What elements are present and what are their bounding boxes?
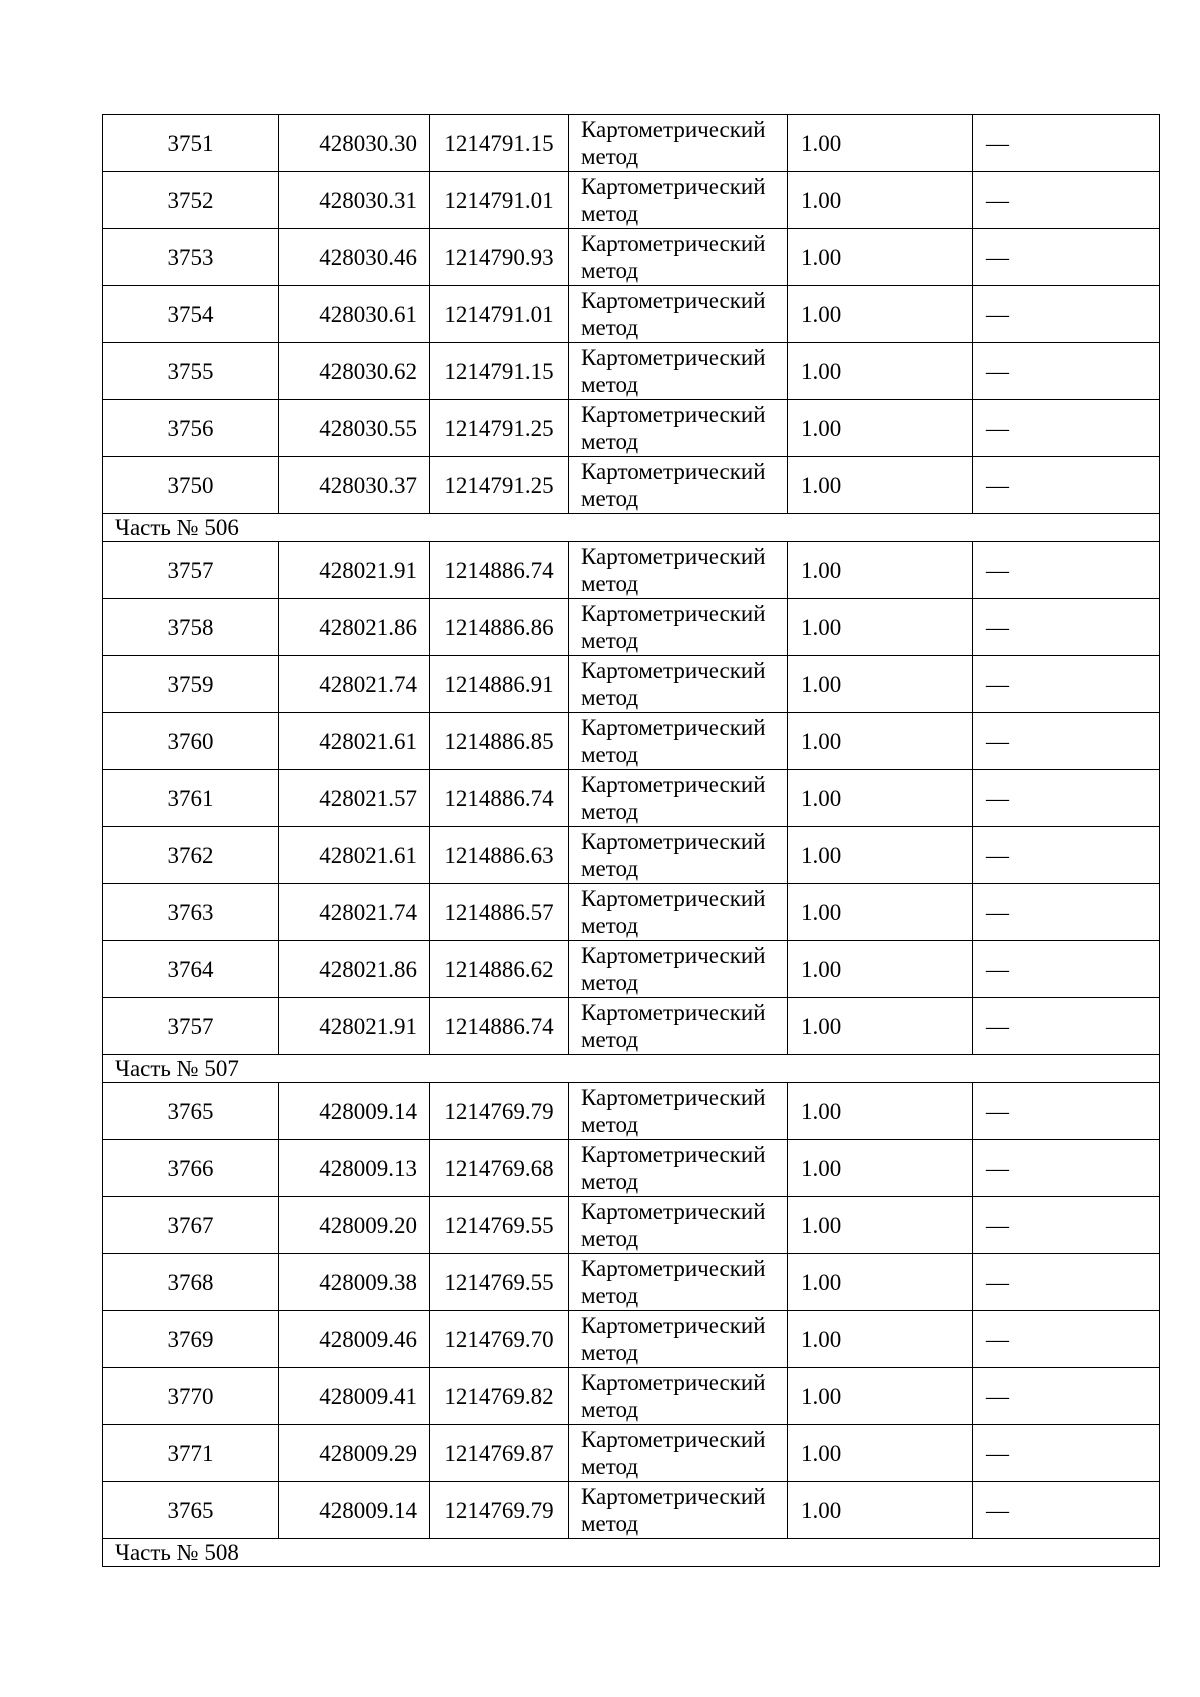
description-cell: — — [973, 713, 1160, 770]
y-coordinate-cell: 1214886.74 — [430, 542, 569, 599]
accuracy-cell: 1.00 — [788, 1482, 973, 1539]
accuracy-cell: 1.00 — [788, 770, 973, 827]
method-label-line1: Картометрический — [581, 601, 766, 626]
accuracy-cell: 1.00 — [788, 884, 973, 941]
method-label-line2: метод — [581, 685, 639, 710]
point-number-cell: 3770 — [103, 1368, 279, 1425]
part-header-label: Часть № 508 — [103, 1539, 1160, 1567]
accuracy-cell: 1.00 — [788, 713, 973, 770]
method-label-line2: метод — [581, 970, 639, 995]
description-cell: — — [973, 770, 1160, 827]
method-cell — [569, 457, 788, 514]
x-coordinate-cell: 428030.55 — [279, 400, 430, 457]
x-coordinate-cell: 428021.86 — [279, 941, 430, 998]
method-cell — [569, 286, 788, 343]
table-row — [103, 827, 1160, 884]
method-label-line2: метод — [581, 201, 639, 226]
accuracy-cell: 1.00 — [788, 343, 973, 400]
description-cell: — — [973, 1140, 1160, 1197]
y-coordinate-cell: 1214769.68 — [430, 1140, 569, 1197]
method-label-line2: метод — [581, 1112, 639, 1137]
point-number-cell: 3754 — [103, 286, 279, 343]
method-label-line2: метод — [581, 571, 639, 596]
y-coordinate-cell: 1214769.55 — [430, 1197, 569, 1254]
accuracy-cell: 1.00 — [788, 1140, 973, 1197]
accuracy-cell: 1.00 — [788, 400, 973, 457]
x-coordinate-cell: 428021.61 — [279, 827, 430, 884]
point-number-cell: 3759 — [103, 656, 279, 713]
method-label-line2: метод — [581, 1454, 639, 1479]
x-coordinate-cell: 428009.46 — [279, 1311, 430, 1368]
accuracy-cell: 1.00 — [788, 1368, 973, 1425]
point-number-cell: 3767 — [103, 1197, 279, 1254]
method-label-line1: Картометрический — [581, 1370, 766, 1395]
point-number-cell: 3761 — [103, 770, 279, 827]
point-number-cell: 3751 — [103, 115, 279, 172]
method-label-line1: Картометрический — [581, 1256, 766, 1281]
description-cell: — — [973, 1368, 1160, 1425]
method-label-line1: Картометрический — [581, 715, 766, 740]
y-coordinate-cell: 1214886.86 — [430, 599, 569, 656]
x-coordinate-cell: 428009.13 — [279, 1140, 430, 1197]
method-cell — [569, 599, 788, 656]
accuracy-cell: 1.00 — [788, 457, 973, 514]
description-cell: — — [973, 400, 1160, 457]
method-label-line2: метод — [581, 372, 639, 397]
y-coordinate-cell: 1214769.82 — [430, 1368, 569, 1425]
method-label-line2: метод — [581, 1169, 639, 1194]
x-coordinate-cell: 428009.29 — [279, 1425, 430, 1482]
part-header-row — [103, 1055, 1160, 1083]
method-label-line2: метод — [581, 486, 639, 511]
y-coordinate-cell: 1214790.93 — [430, 229, 569, 286]
table-row — [103, 343, 1160, 400]
y-coordinate-cell: 1214791.01 — [430, 172, 569, 229]
method-label-line1: Картометрический — [581, 1199, 766, 1224]
y-coordinate-cell: 1214769.70 — [430, 1311, 569, 1368]
table-row — [103, 1311, 1160, 1368]
x-coordinate-cell: 428021.74 — [279, 656, 430, 713]
description-cell: — — [973, 941, 1160, 998]
x-coordinate-cell: 428021.86 — [279, 599, 430, 656]
point-number-cell: 3760 — [103, 713, 279, 770]
table-row — [103, 286, 1160, 343]
point-number-cell: 3757 — [103, 542, 279, 599]
table-row — [103, 770, 1160, 827]
method-label-line2: метод — [581, 628, 639, 653]
method-cell — [569, 713, 788, 770]
method-label-line2: метод — [581, 1397, 639, 1422]
point-number-cell: 3756 — [103, 400, 279, 457]
accuracy-cell: 1.00 — [788, 229, 973, 286]
table-row — [103, 1254, 1160, 1311]
method-cell — [569, 343, 788, 400]
x-coordinate-cell: 428021.61 — [279, 713, 430, 770]
table-row — [103, 457, 1160, 514]
table-row — [103, 400, 1160, 457]
method-label-line1: Картометрический — [581, 772, 766, 797]
method-cell — [569, 1311, 788, 1368]
x-coordinate-cell: 428030.37 — [279, 457, 430, 514]
accuracy-cell: 1.00 — [788, 172, 973, 229]
method-label-line2: метод — [581, 144, 639, 169]
y-coordinate-cell: 1214791.15 — [430, 115, 569, 172]
description-cell: — — [973, 884, 1160, 941]
y-coordinate-cell: 1214791.25 — [430, 400, 569, 457]
method-label-line2: метод — [581, 1511, 639, 1536]
table-row — [103, 1482, 1160, 1539]
table-row — [103, 172, 1160, 229]
description-cell: — — [973, 115, 1160, 172]
method-label-line1: Картометрический — [581, 174, 766, 199]
method-cell — [569, 542, 788, 599]
table-row — [103, 115, 1160, 172]
description-cell: — — [973, 599, 1160, 656]
description-cell: — — [973, 1083, 1160, 1140]
x-coordinate-cell: 428021.91 — [279, 998, 430, 1055]
description-cell: — — [973, 229, 1160, 286]
y-coordinate-cell: 1214791.25 — [430, 457, 569, 514]
method-label-line2: метод — [581, 258, 639, 283]
point-number-cell: 3771 — [103, 1425, 279, 1482]
y-coordinate-cell: 1214886.62 — [430, 941, 569, 998]
accuracy-cell: 1.00 — [788, 1254, 973, 1311]
description-cell: — — [973, 1311, 1160, 1368]
y-coordinate-cell: 1214886.91 — [430, 656, 569, 713]
description-cell: — — [973, 286, 1160, 343]
point-number-cell: 3763 — [103, 884, 279, 941]
point-number-cell: 3758 — [103, 599, 279, 656]
accuracy-cell: 1.00 — [788, 286, 973, 343]
method-cell — [569, 770, 788, 827]
method-label-line1: Картометрический — [581, 345, 766, 370]
table-row — [103, 884, 1160, 941]
point-number-cell: 3764 — [103, 941, 279, 998]
description-cell: — — [973, 1425, 1160, 1482]
part-header-row — [103, 514, 1160, 542]
point-number-cell: 3753 — [103, 229, 279, 286]
x-coordinate-cell: 428030.61 — [279, 286, 430, 343]
point-number-cell: 3752 — [103, 172, 279, 229]
table-row — [103, 229, 1160, 286]
x-coordinate-cell: 428009.20 — [279, 1197, 430, 1254]
y-coordinate-cell: 1214886.74 — [430, 998, 569, 1055]
point-number-cell: 3768 — [103, 1254, 279, 1311]
table-row — [103, 998, 1160, 1055]
description-cell: — — [973, 343, 1160, 400]
method-label-line2: метод — [581, 429, 639, 454]
method-cell — [569, 941, 788, 998]
accuracy-cell: 1.00 — [788, 115, 973, 172]
table-row — [103, 656, 1160, 713]
y-coordinate-cell: 1214886.85 — [430, 713, 569, 770]
table-row — [103, 1083, 1160, 1140]
x-coordinate-cell: 428021.74 — [279, 884, 430, 941]
point-number-cell: 3757 — [103, 998, 279, 1055]
method-label-line1: Картометрический — [581, 1427, 766, 1452]
y-coordinate-cell: 1214886.57 — [430, 884, 569, 941]
method-cell — [569, 1140, 788, 1197]
method-label-line1: Картометрический — [581, 658, 766, 683]
x-coordinate-cell: 428009.41 — [279, 1368, 430, 1425]
method-label-line2: метод — [581, 1340, 639, 1365]
method-label-line1: Картометрический — [581, 943, 766, 968]
x-coordinate-cell: 428021.57 — [279, 770, 430, 827]
method-cell — [569, 229, 788, 286]
method-cell — [569, 115, 788, 172]
y-coordinate-cell: 1214769.79 — [430, 1083, 569, 1140]
method-label-line2: метод — [581, 913, 639, 938]
y-coordinate-cell: 1214886.74 — [430, 770, 569, 827]
x-coordinate-cell: 428030.31 — [279, 172, 430, 229]
accuracy-cell: 1.00 — [788, 656, 973, 713]
y-coordinate-cell: 1214769.55 — [430, 1254, 569, 1311]
method-label-line1: Картометрический — [581, 1000, 766, 1025]
accuracy-cell: 1.00 — [788, 1425, 973, 1482]
accuracy-cell: 1.00 — [788, 1311, 973, 1368]
table-row — [103, 1140, 1160, 1197]
x-coordinate-cell: 428030.46 — [279, 229, 430, 286]
method-label-line2: метод — [581, 742, 639, 767]
method-label-line2: метод — [581, 315, 639, 340]
y-coordinate-cell: 1214769.87 — [430, 1425, 569, 1482]
table-row — [103, 1197, 1160, 1254]
accuracy-cell: 1.00 — [788, 599, 973, 656]
description-cell: — — [973, 172, 1160, 229]
x-coordinate-cell: 428009.38 — [279, 1254, 430, 1311]
y-coordinate-cell: 1214769.79 — [430, 1482, 569, 1539]
accuracy-cell: 1.00 — [788, 1083, 973, 1140]
description-cell: — — [973, 998, 1160, 1055]
method-label-line1: Картометрический — [581, 459, 766, 484]
method-label-line1: Картометрический — [581, 1313, 766, 1338]
method-label-line1: Картометрический — [581, 117, 766, 142]
method-label-line1: Картометрический — [581, 1085, 766, 1110]
coordinates-table — [102, 114, 1160, 1567]
method-label-line1: Картометрический — [581, 288, 766, 313]
accuracy-cell: 1.00 — [788, 941, 973, 998]
part-header-label: Часть № 507 — [103, 1055, 1160, 1083]
method-cell — [569, 827, 788, 884]
method-cell — [569, 1254, 788, 1311]
description-cell: — — [973, 656, 1160, 713]
y-coordinate-cell: 1214791.01 — [430, 286, 569, 343]
description-cell: — — [973, 827, 1160, 884]
point-number-cell: 3762 — [103, 827, 279, 884]
method-cell — [569, 400, 788, 457]
accuracy-cell: 1.00 — [788, 542, 973, 599]
method-cell — [569, 884, 788, 941]
accuracy-cell: 1.00 — [788, 998, 973, 1055]
coordinates-table-body — [103, 115, 1160, 1567]
point-number-cell: 3765 — [103, 1083, 279, 1140]
method-label-line2: метод — [581, 1226, 639, 1251]
table-row — [103, 1425, 1160, 1482]
method-label-line1: Картометрический — [581, 886, 766, 911]
method-label-line1: Картометрический — [581, 544, 766, 569]
method-cell — [569, 1083, 788, 1140]
table-row — [103, 599, 1160, 656]
point-number-cell: 3750 — [103, 457, 279, 514]
method-label-line2: метод — [581, 856, 639, 881]
point-number-cell: 3765 — [103, 1482, 279, 1539]
part-header-label: Часть № 506 — [103, 514, 1160, 542]
method-label-line2: метод — [581, 1027, 639, 1052]
method-cell — [569, 998, 788, 1055]
description-cell: — — [973, 542, 1160, 599]
accuracy-cell: 1.00 — [788, 1197, 973, 1254]
method-cell — [569, 656, 788, 713]
method-cell — [569, 1368, 788, 1425]
y-coordinate-cell: 1214886.63 — [430, 827, 569, 884]
description-cell: — — [973, 1254, 1160, 1311]
table-row — [103, 941, 1160, 998]
y-coordinate-cell: 1214791.15 — [430, 343, 569, 400]
point-number-cell: 3766 — [103, 1140, 279, 1197]
method-label-line1: Картометрический — [581, 829, 766, 854]
method-label-line2: метод — [581, 799, 639, 824]
table-row — [103, 713, 1160, 770]
x-coordinate-cell: 428030.62 — [279, 343, 430, 400]
method-label-line1: Картометрический — [581, 402, 766, 427]
method-label-line1: Картометрический — [581, 1142, 766, 1167]
table-row — [103, 542, 1160, 599]
x-coordinate-cell: 428009.14 — [279, 1482, 430, 1539]
x-coordinate-cell: 428009.14 — [279, 1083, 430, 1140]
accuracy-cell: 1.00 — [788, 827, 973, 884]
method-cell — [569, 1482, 788, 1539]
x-coordinate-cell: 428021.91 — [279, 542, 430, 599]
method-cell — [569, 172, 788, 229]
point-number-cell: 3769 — [103, 1311, 279, 1368]
description-cell: — — [973, 457, 1160, 514]
part-header-row — [103, 1539, 1160, 1567]
method-cell — [569, 1197, 788, 1254]
x-coordinate-cell: 428030.30 — [279, 115, 430, 172]
point-number-cell: 3755 — [103, 343, 279, 400]
method-cell — [569, 1425, 788, 1482]
table-row — [103, 1368, 1160, 1425]
method-label-line1: Картометрический — [581, 231, 766, 256]
description-cell: — — [973, 1197, 1160, 1254]
description-cell: — — [973, 1482, 1160, 1539]
method-label-line2: метод — [581, 1283, 639, 1308]
method-label-line1: Картометрический — [581, 1484, 766, 1509]
